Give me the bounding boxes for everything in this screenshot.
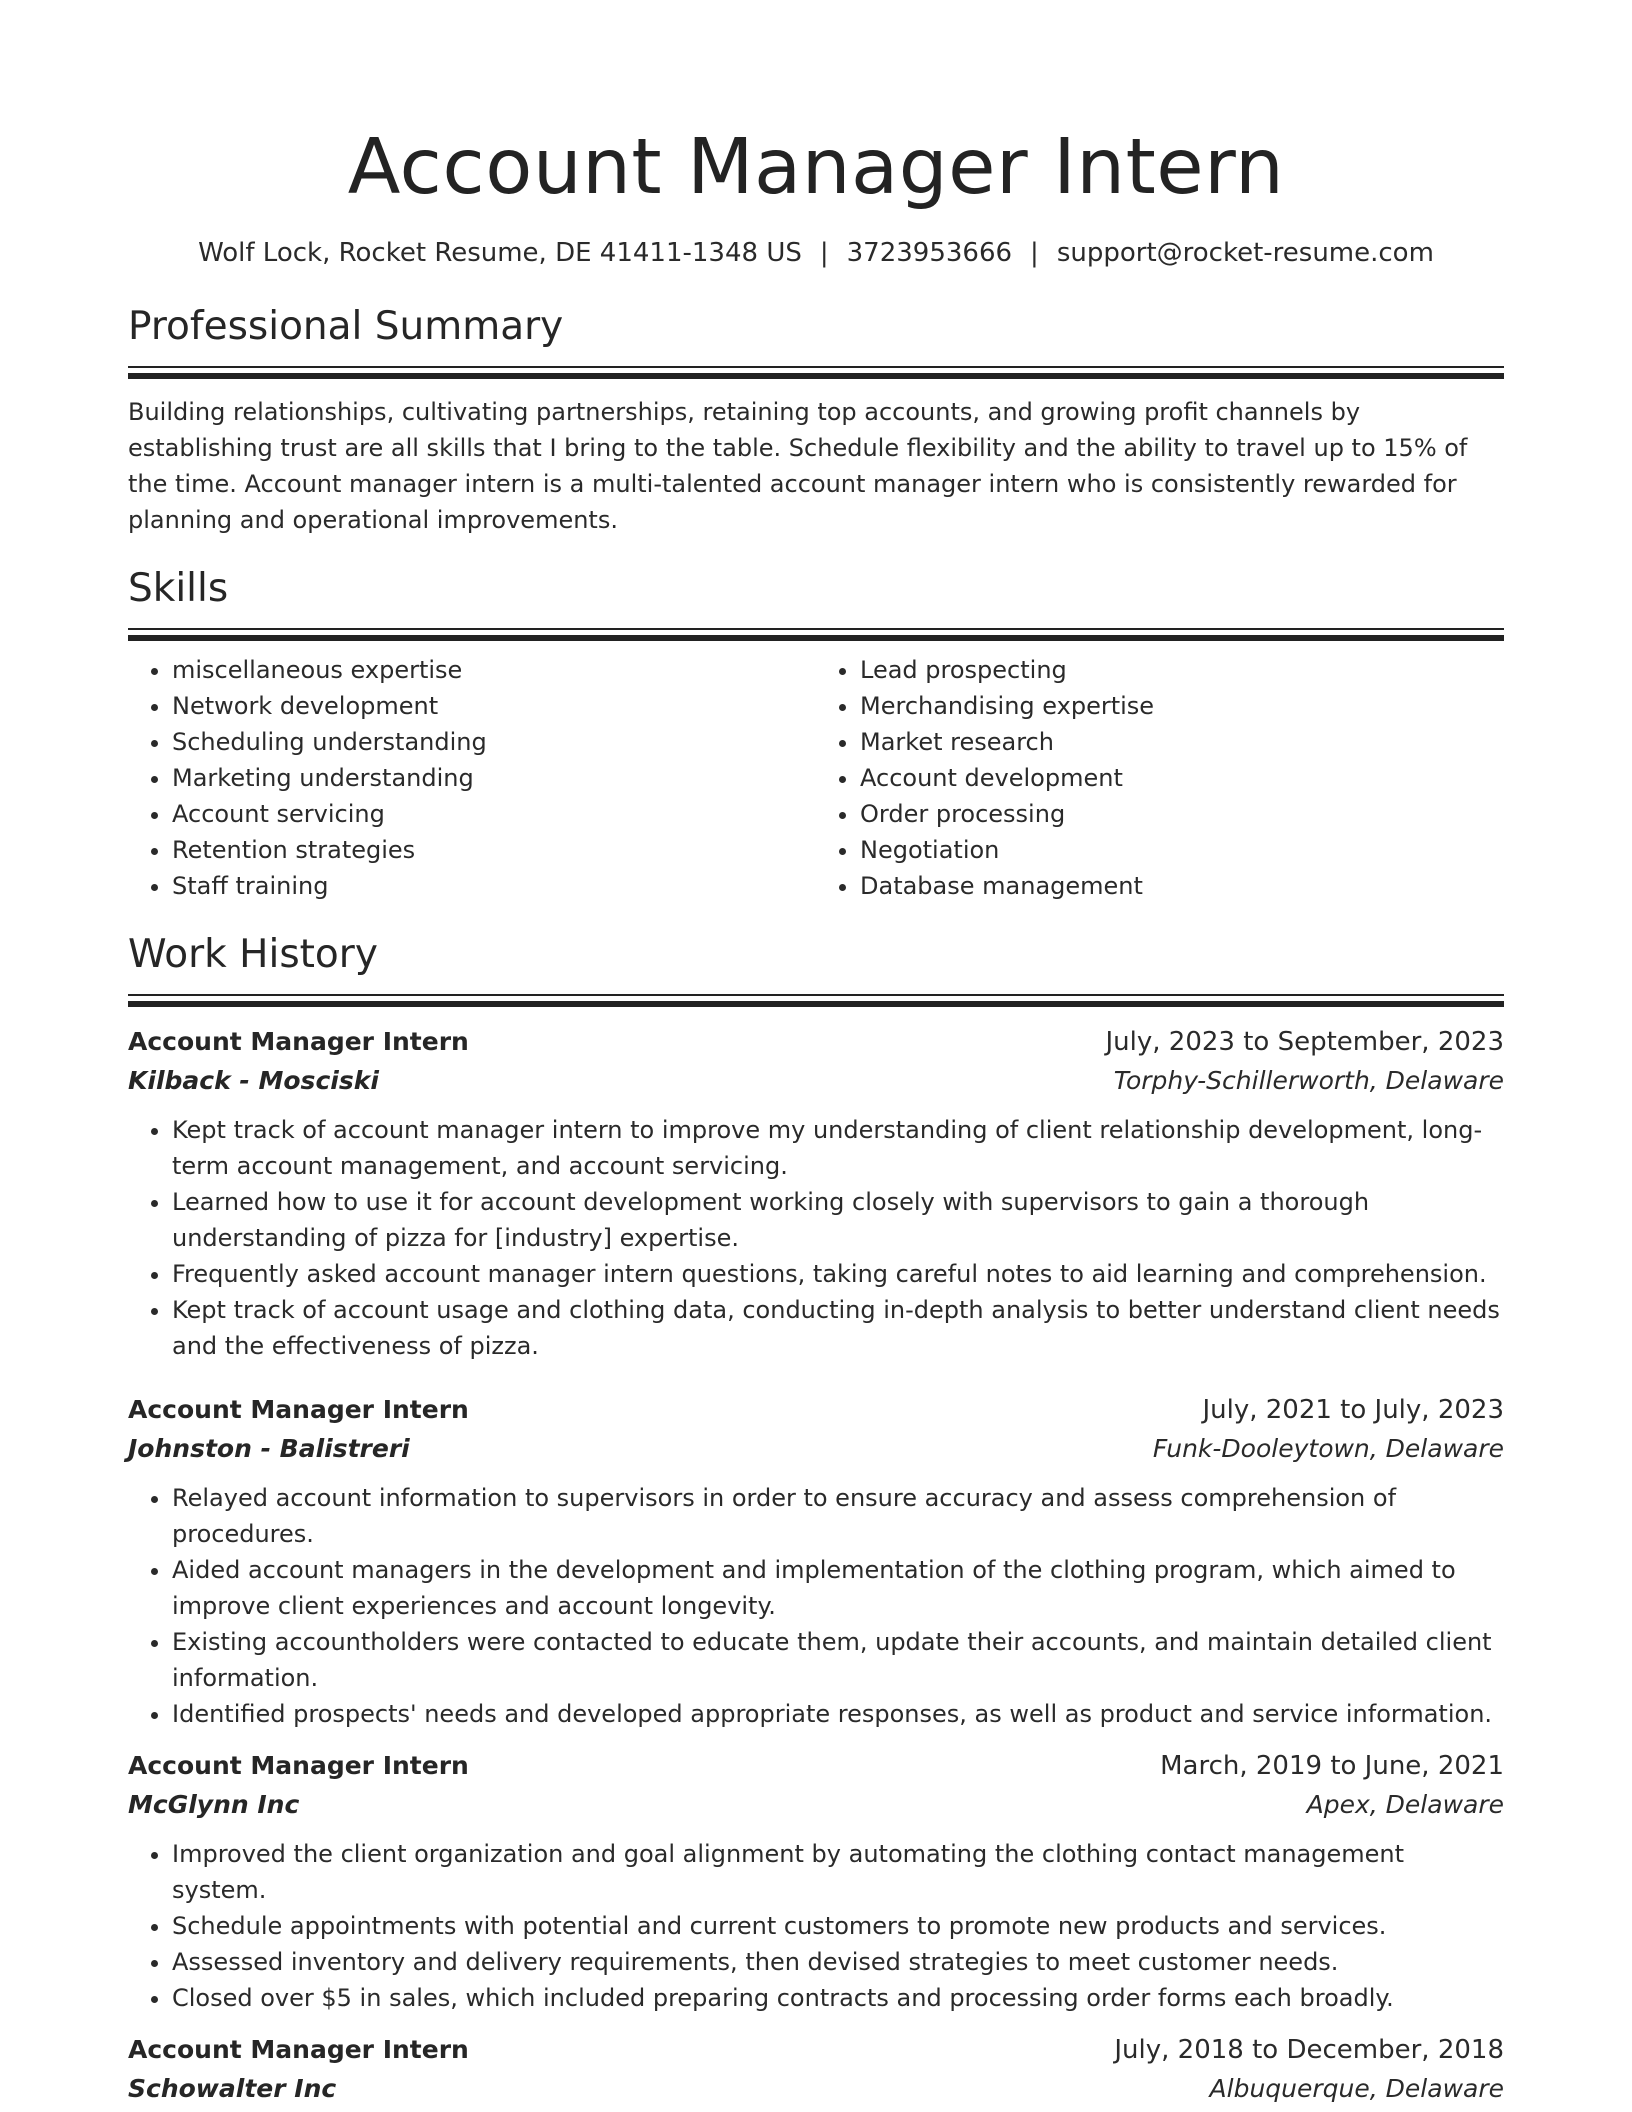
work-history-section [128, 932, 1504, 2108]
contact-line [128, 236, 1504, 270]
job-location: Apex, Delaware [1306, 1790, 1504, 1819]
contact-separator: | [1030, 238, 1039, 268]
job-company: Johnston - Balistreri [128, 1434, 410, 1463]
job-entry [128, 1390, 1504, 1732]
job-dates: July, 2018 to December, 2018 [1114, 2035, 1504, 2065]
skills-list-right [816, 652, 1504, 904]
skill-item: • miscellaneous expertise [172, 652, 816, 688]
work-history-heading: Work History [128, 932, 378, 977]
skill-item: • Account servicing [172, 796, 816, 832]
job-location: Torphy-Schillerworth, Delaware [1113, 1066, 1504, 1095]
job-company: Schowalter Inc [128, 2074, 337, 2103]
job-bullet: • Identified prospects' needs and developed appropriate responses, as well as product and service information. [172, 1696, 1504, 1732]
section-divider [128, 628, 1504, 642]
job-title: Account Manager Intern [128, 1395, 469, 1424]
job-bullet: • Schedule appointments with potential and current customers to promote new products and services. [172, 1908, 1504, 1944]
job-bullet: • Closed over $5 in sales, which included preparing contracts and processing order forms each broadly. [172, 1980, 1504, 2016]
contact-phone: 3723953666 [846, 238, 1013, 268]
contact-email[interactable]: support@rocket-resume.com [1056, 238, 1434, 268]
skill-item: • Scheduling understanding [172, 724, 816, 760]
job-bullets [128, 1480, 1504, 1732]
skill-item: • Retention strategies [172, 832, 816, 868]
skills-section [128, 566, 1504, 904]
job-bullets [128, 1112, 1504, 1364]
job-bullets [128, 1836, 1504, 2016]
job-dates: July, 2021 to July, 2023 [1202, 1395, 1504, 1425]
contact-separator: | [819, 238, 829, 268]
job-location: Albuquerque, Delaware [1209, 2074, 1504, 2103]
summary-section [128, 304, 1504, 538]
job-bullet: • Kept track of account usage and clothing data, conducting in-depth analysis to better understand client needs and the effectiveness of pizza. [172, 1292, 1504, 1364]
skill-item: • Market research [860, 724, 1504, 760]
skill-item: • Order processing [860, 796, 1504, 832]
skills-list-left [128, 652, 816, 904]
skill-item: • Network development [172, 688, 816, 724]
job-entry [128, 2030, 1504, 2108]
job-bullet: • Existing accountholders were contacted to educate them, update their accounts, and maintain detailed client information. [172, 1624, 1504, 1696]
job-dates: March, 2019 to June, 2021 [1160, 1751, 1504, 1781]
skill-item: • Lead prospecting [860, 652, 1504, 688]
section-divider [128, 994, 1504, 1008]
candidate-name: Account Manager Intern [347, 123, 1285, 212]
skill-item: • Database management [860, 868, 1504, 904]
summary-text: Building relationships, cultivating partnerships, retaining top accounts, and growing profit channels by establishing trust are all skills that I bring to the table. Schedule flexibility and the ability to travel up to 15% of the time. Account manager intern is a multi-talented account manager intern who is consistently rewarded for planning and operational improvements. [128, 398, 1468, 534]
job-location: Funk-Dooleytown, Delaware [1152, 1434, 1504, 1463]
skill-item: • Negotiation [860, 832, 1504, 868]
job-bullet: • Learned how to use it for account development working closely with supervisors to gain a thorough understanding of pizza for [industry] expertise. [172, 1184, 1504, 1256]
job-bullet: • Relayed account information to supervisors in order to ensure accuracy and assess comprehension of procedures. [172, 1480, 1504, 1552]
skill-item: • Staff training [172, 868, 816, 904]
skill-item: • Account development [860, 760, 1504, 796]
job-bullet: • Kept track of account manager intern to improve my understanding of client relationship development, long-term account management, and account servicing. [172, 1112, 1504, 1184]
job-bullet: • Assessed inventory and delivery requirements, then devised strategies to meet customer needs. [172, 1944, 1504, 1980]
summary-heading: Professional Summary [128, 304, 564, 349]
job-entry [128, 1022, 1504, 1364]
job-bullet: • Aided account managers in the development and implementation of the clothing program, which aimed to improve client experiences and account longevity. [172, 1552, 1504, 1624]
job-bullet: • Improved the client organization and goal alignment by automating the clothing contact management system. [172, 1836, 1504, 1908]
job-company: McGlynn Inc [128, 1790, 300, 1819]
job-title: Account Manager Intern [128, 2035, 469, 2064]
skills-columns [128, 652, 1504, 904]
job-bullet: • Frequently asked account manager intern questions, taking careful notes to aid learning and comprehension. [172, 1256, 1504, 1292]
job-dates: July, 2023 to September, 2023 [1105, 1027, 1504, 1057]
skills-heading: Skills [128, 566, 229, 611]
job-company: Kilback - Mosciski [128, 1066, 379, 1095]
job-title: Account Manager Intern [128, 1027, 469, 1056]
skill-item: • Merchandising expertise [860, 688, 1504, 724]
contact-address: Wolf Lock, Rocket Resume, DE 41411-1348 US [198, 238, 802, 268]
skill-item: • Marketing understanding [172, 760, 816, 796]
job-entry [128, 1746, 1504, 2016]
job-title: Account Manager Intern [128, 1751, 469, 1780]
section-divider [128, 366, 1504, 380]
